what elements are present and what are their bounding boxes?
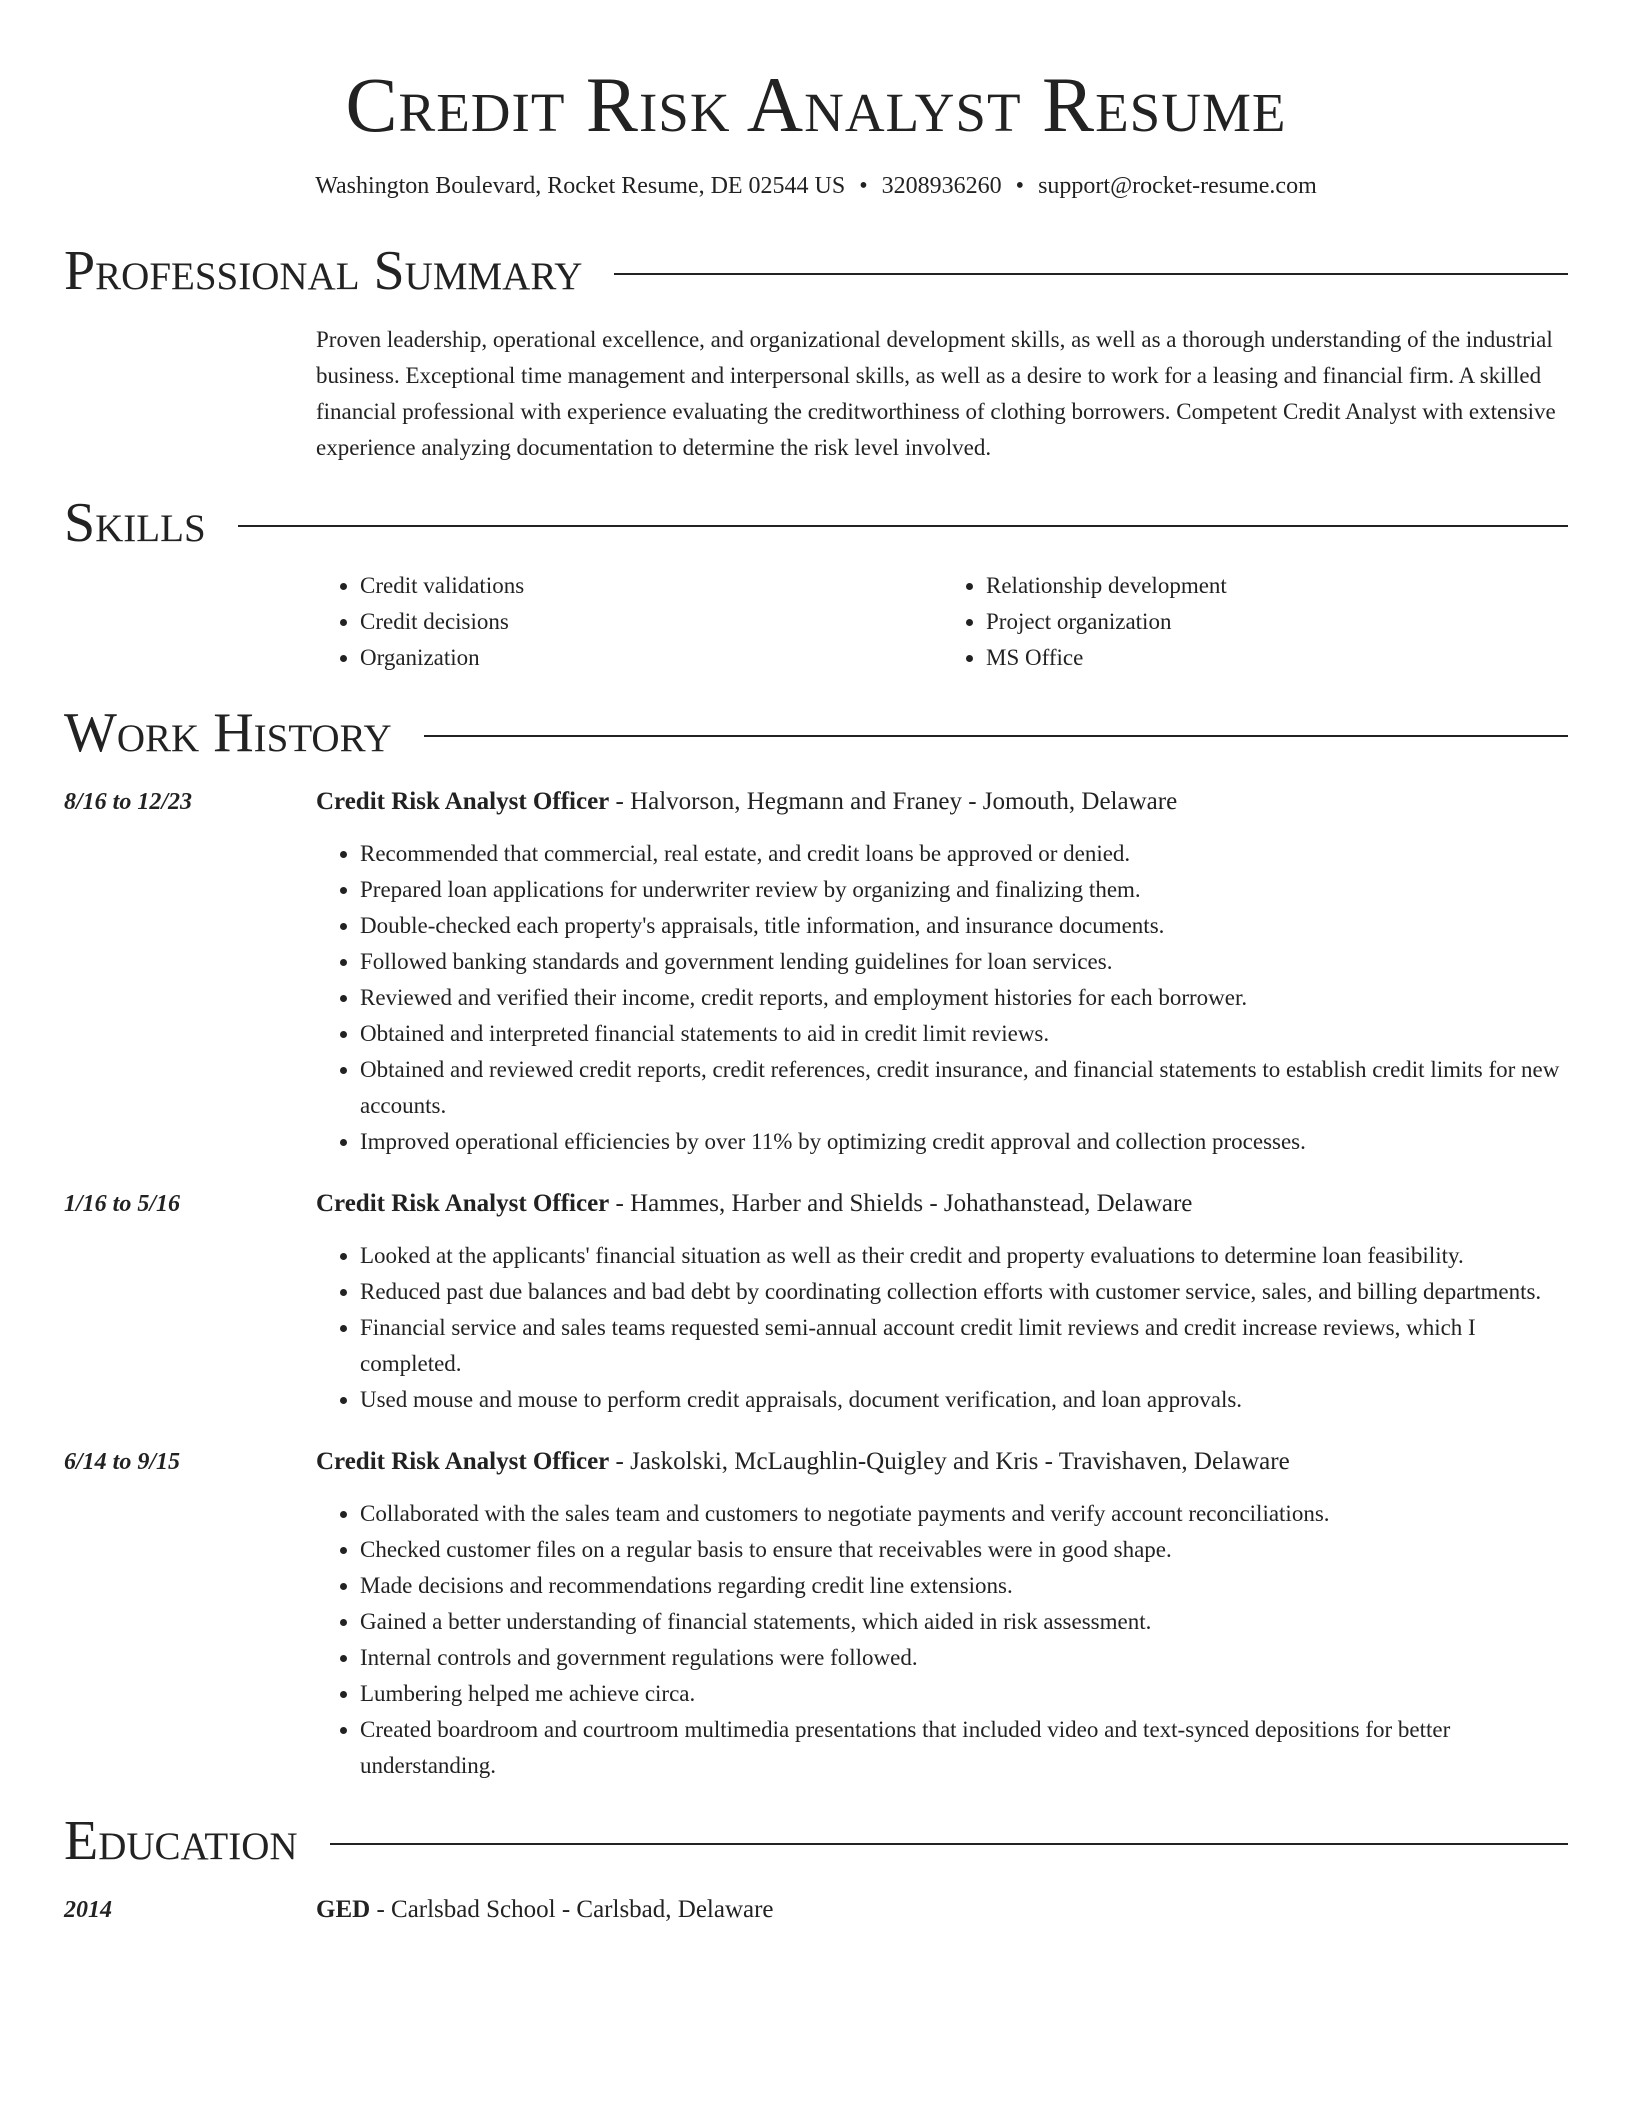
job-employer: - Jaskolski, McLaughlin-Quigley and Kris - Travishaven, Delaware (609, 1448, 1290, 1475)
skill-item: • Organization (360, 640, 942, 676)
job-bullet: • Made decisions and recommendations regarding credit line extensions. (360, 1568, 1568, 1604)
job-bullet: • Gained a better understanding of financial statements, which aided in risk assessment. (360, 1604, 1568, 1640)
job-bullet: • Used mouse and mouse to perform credit appraisals, document verification, and loan approvals. (360, 1382, 1568, 1418)
skills-column-right (942, 568, 1568, 676)
contact-phone: 3208936260 (881, 173, 1002, 199)
job-heading (316, 1444, 1568, 1480)
work-section-header (64, 702, 1568, 764)
job-bullet: • Obtained and interpreted financial statements to aid in credit limit reviews. (360, 1016, 1568, 1052)
contact-address: Washington Boulevard, Rocket Resume, DE 02544 US (315, 173, 846, 199)
work-heading: Work History (64, 702, 392, 764)
job-heading (316, 784, 1568, 820)
job-dates: 1/16 to 5/16 (64, 1191, 181, 1217)
contact-email: support@rocket-resume.com (1038, 173, 1317, 199)
job-dates: 8/16 to 12/23 (64, 789, 193, 815)
job-bullet: • Double-checked each property's appraisals, title information, and insurance documents. (360, 908, 1568, 944)
job-bullet: • Collaborated with the sales team and customers to negotiate payments and verify account reconciliations. (360, 1496, 1568, 1532)
education-year: 2014 (64, 1897, 112, 1923)
job-employer: - Halvorson, Hegmann and Franey - Jomouth, Delaware (609, 788, 1178, 815)
job-entry (64, 1444, 1568, 1784)
job-bullets (316, 1496, 1568, 1784)
job-dates: 6/14 to 9/15 (64, 1449, 181, 1475)
education-entry (64, 1892, 1568, 1928)
education-school: - Carlsbad School - Carlsbad, Delaware (370, 1896, 774, 1923)
job-bullet: • Improved operational efficiencies by over 11% by optimizing credit approval and collection processes. (360, 1124, 1568, 1160)
summary-text: Proven leadership, operational excellence, and organizational development skills, as well as a thorough understanding of the industrial business. Exceptional time management and interpersonal skills, as well as a desire to work for a leasing and financial firm. A skilled financial professional with experience evaluating the creditworthiness of clothing borrowers. Competent Credit Analyst with extensive experience analyzing documentation to determine the risk level involved. (316, 327, 1556, 460)
skill-item: • MS Office (986, 640, 1568, 676)
work-history (64, 784, 1568, 1784)
section-divider (424, 735, 1568, 737)
job-title: Credit Risk Analyst Officer (316, 1448, 610, 1475)
section-divider (614, 273, 1568, 275)
job-title: Credit Risk Analyst Officer (316, 1190, 610, 1217)
section-divider (330, 1843, 1568, 1845)
job-bullet: • Obtained and reviewed credit reports, credit references, credit insurance, and financial statements to establish credit limits for new accounts. (360, 1052, 1568, 1124)
job-bullets (316, 1238, 1568, 1418)
education-degree: GED (316, 1896, 371, 1923)
section-divider (238, 525, 1568, 527)
skill-item: • Credit decisions (360, 604, 942, 640)
skills-column-left (316, 568, 942, 676)
education-heading-line (316, 1892, 1568, 1928)
job-bullet: • Internal controls and government regulations were followed. (360, 1640, 1568, 1676)
job-entry (64, 784, 1568, 1160)
job-bullet: • Checked customer files on a regular basis to ensure that receivables were in good shape. (360, 1532, 1568, 1568)
job-bullet: • Recommended that commercial, real estate, and credit loans be approved or denied. (360, 836, 1568, 872)
skills-list (316, 568, 1568, 676)
job-bullet: • Financial service and sales teams requested semi-annual account credit limit reviews and credit increase reviews, which I completed. (360, 1310, 1568, 1382)
education-heading: Education (64, 1810, 298, 1872)
skill-item: • Relationship development (986, 568, 1568, 604)
job-bullet: • Looked at the applicants' financial situation as well as their credit and property evaluations to determine loan feasibility. (360, 1238, 1568, 1274)
skill-item: • Credit validations (360, 568, 942, 604)
skill-item: • Project organization (986, 604, 1568, 640)
contact-separator: • (1015, 173, 1025, 199)
job-bullet: • Reduced past due balances and bad debt by coordinating collection efforts with customer service, sales, and billing departments. (360, 1274, 1568, 1310)
job-bullet: • Reviewed and verified their income, credit reports, and employment histories for each borrower. (360, 980, 1568, 1016)
job-title: Credit Risk Analyst Officer (316, 788, 610, 815)
job-bullet: • Prepared loan applications for underwriter review by organizing and finalizing them. (360, 872, 1568, 908)
job-bullet: • Created boardroom and courtroom multimedia presentations that included video and text-synced depositions for better understanding. (360, 1712, 1568, 1784)
job-bullet: • Lumbering helped me achieve circa. (360, 1676, 1568, 1712)
job-employer: - Hammes, Harber and Shields - Johathanstead, Delaware (609, 1190, 1193, 1217)
contact-separator: • (859, 173, 868, 199)
education-section-header (64, 1810, 1568, 1872)
skills-heading: Skills (64, 492, 206, 554)
contact-line (64, 170, 1568, 202)
resume-title: Credit Risk Analyst Resume (345, 61, 1287, 148)
job-bullets (316, 836, 1568, 1160)
skills-section-header (64, 492, 1568, 554)
job-heading (316, 1186, 1568, 1222)
summary-heading: Professional Summary (64, 240, 583, 302)
summary-section-header (64, 240, 1568, 302)
job-bullet: • Followed banking standards and government lending guidelines for loan services. (360, 944, 1568, 980)
job-entry (64, 1186, 1568, 1418)
